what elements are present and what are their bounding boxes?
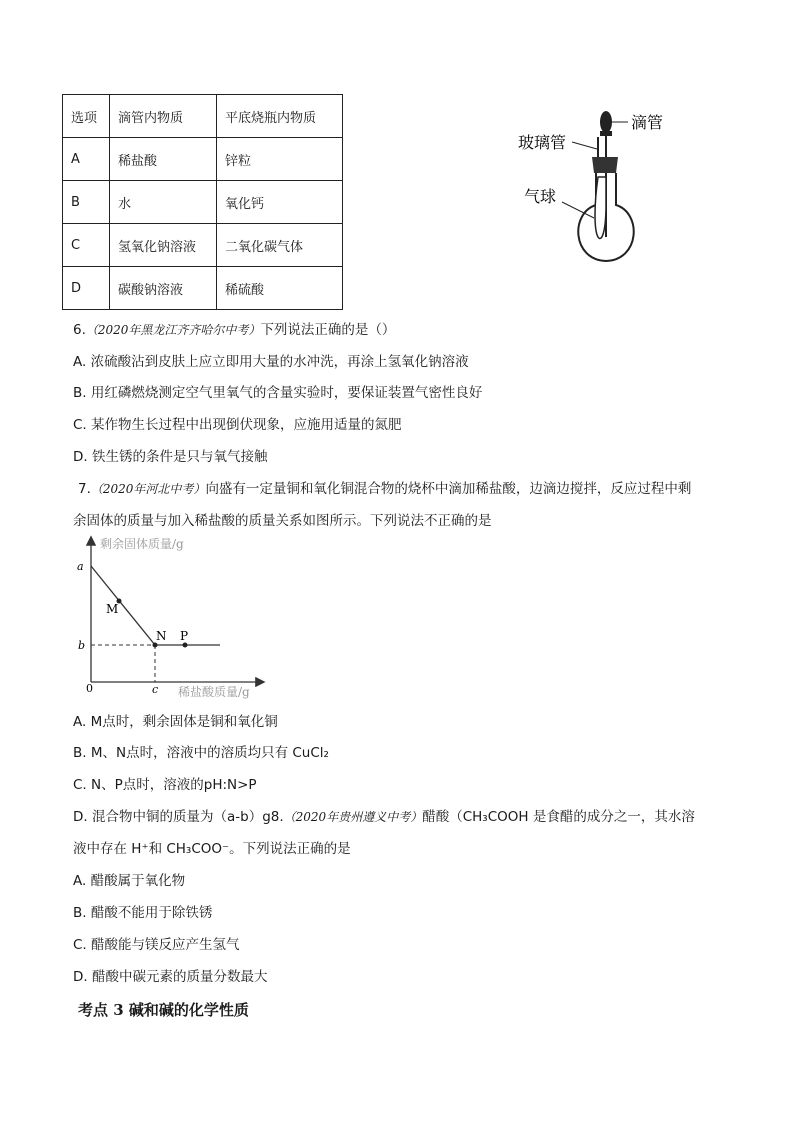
q8-option-d: D. 醋酸中碳元素的质量分数最大	[73, 969, 268, 985]
table-cell: 锌粒	[217, 138, 343, 181]
q7-option-d-and-q8-stem	[73, 805, 695, 825]
q7-option-b: B. M、N点时，溶液中的溶质均只有 CuCl₂	[73, 745, 329, 761]
label-balloon: 气球	[524, 187, 557, 206]
table-row	[63, 181, 343, 224]
dropper-bulb	[600, 111, 612, 133]
q8-option-c: C. 醋酸能与镁反应产生氢气	[73, 937, 240, 953]
table-row	[63, 224, 343, 267]
table-cell: 氢氧化钠溶液	[110, 224, 217, 267]
q7-graph	[70, 532, 280, 702]
q8-source: （2020年贵州遵义中考）	[283, 810, 423, 824]
leader-line-glass-tube	[572, 142, 597, 149]
stopper	[592, 157, 618, 173]
y-axis-label: 剩余固体质量/g	[100, 537, 184, 551]
label-M: M	[106, 602, 119, 616]
origin-label: 0	[86, 682, 93, 695]
q6-option-c: C. 某作物生长过程中出现倒伏现象，应施用适量的氮肥	[73, 417, 402, 433]
options-table	[62, 94, 343, 310]
table-cell: 水	[110, 181, 217, 224]
table-header-cell: 选项	[63, 95, 110, 138]
q7-stem-line-1	[78, 477, 691, 497]
q7-option-d: D. 混合物中铜的质量为（a-b）g	[73, 809, 271, 825]
table-cell: 碳酸钠溶液	[110, 267, 217, 310]
q7-source: （2020年河北中考）	[90, 482, 206, 496]
table-header-cell: 平底烧瓶内物质	[217, 95, 343, 138]
q8-option-b: B. 醋酸不能用于除铁锈	[73, 905, 213, 921]
leader-line-balloon	[562, 202, 594, 218]
table-cell: 稀硫酸	[217, 267, 343, 310]
q7-stem-line-2: 余固体的质量与加入稀盐酸的质量关系如图所示。下列说法不正确的是	[73, 513, 492, 529]
section-title: 考点 3 碱和碱的化学性质	[78, 1001, 249, 1019]
q6-stem	[73, 318, 395, 338]
table-cell: 稀盐酸	[110, 138, 217, 181]
q7-option-a: A. M点时，剩余固体是铜和氧化铜	[73, 714, 278, 730]
table-cell: 二氧化碳气体	[217, 224, 343, 267]
q6-option-b: B. 用红磷燃烧测定空气里氧气的含量实验时，要保证装置气密性良好	[73, 385, 483, 401]
q6-text: 下列说法正确的是（）	[260, 322, 396, 338]
table-cell: C	[63, 224, 110, 267]
q8-text-1: 醋酸（CH₃COOH 是食醋的成分之一，其水溶	[422, 809, 695, 825]
x-axis-label: 稀盐酸质量/g	[178, 685, 250, 699]
balloon	[595, 177, 606, 238]
table-header-row	[63, 95, 343, 138]
table-row	[63, 267, 343, 310]
point-N	[153, 643, 158, 648]
label-glass-tube: 玻璃管	[518, 133, 567, 152]
q8-option-a: A. 醋酸属于氧化物	[73, 873, 186, 889]
dropper-collar	[600, 131, 612, 136]
tick-a: a	[77, 560, 84, 573]
label-P: P	[180, 629, 189, 643]
label-dropper: 滴管	[631, 113, 664, 132]
tick-b: b	[78, 639, 86, 652]
table-cell: B	[63, 181, 110, 224]
table-row	[63, 138, 343, 181]
q7-text-1: 向盛有一定量铜和氧化铜混合物的烧杯中滴加稀盐酸，边滴边搅拌，反应过程中剩	[205, 481, 692, 497]
q6-option-d: D. 铁生锈的条件是只与氧气接触	[73, 449, 268, 465]
apparatus-figure	[510, 105, 700, 270]
table-header-cell: 滴管内物质	[110, 95, 217, 138]
tick-c: c	[152, 683, 159, 696]
q7-number: 7.	[78, 481, 91, 497]
q8-number: 8.	[270, 809, 284, 825]
q6-source: （2020年黑龙江齐齐哈尔中考）	[85, 323, 261, 337]
q7-option-c: C. N、P点时，溶液的pH:N>P	[73, 777, 257, 793]
table-cell: 氧化钙	[217, 181, 343, 224]
label-N: N	[156, 629, 167, 643]
q8-stem-line-2: 液中存在 H⁺和 CH₃COO⁻。下列说法正确的是	[73, 841, 351, 857]
q6-option-a: A. 浓硫酸沾到皮肤上应立即用大量的水冲洗，再涂上氢氧化钠溶液	[73, 354, 469, 370]
table-cell: A	[63, 138, 110, 181]
q6-number: 6.	[73, 322, 86, 338]
point-P	[183, 643, 188, 648]
table-cell: D	[63, 267, 110, 310]
